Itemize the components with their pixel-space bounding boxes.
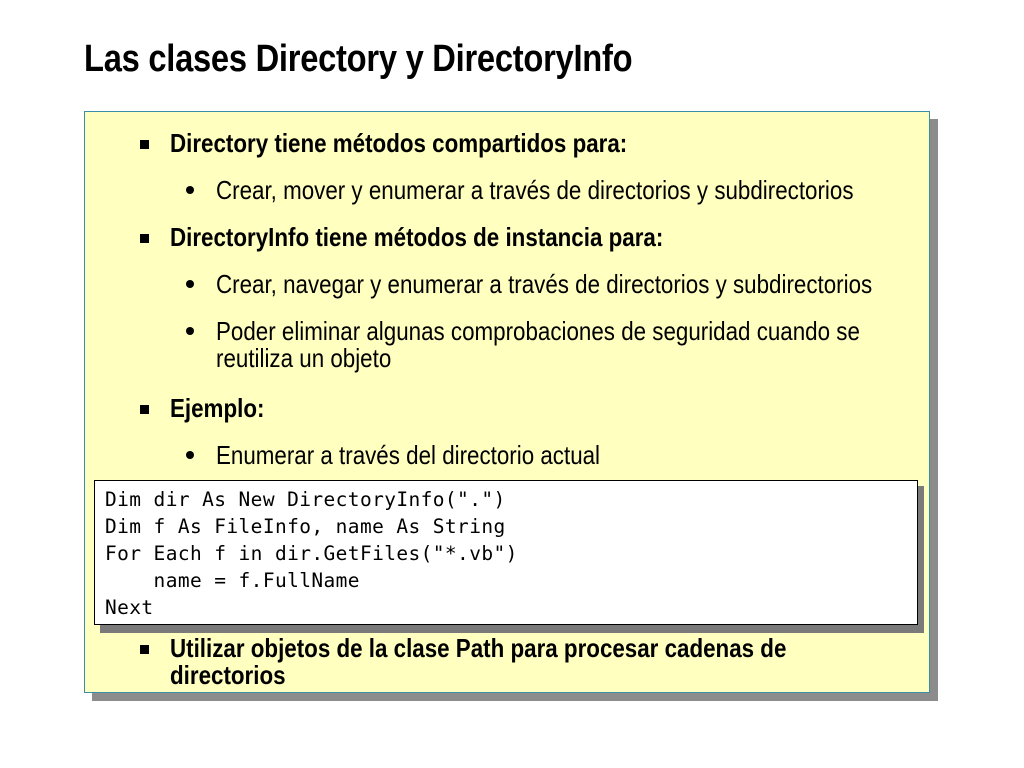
bullet-security-line1: Poder eliminar algunas comprobaciones de seguridad cuando se <box>216 316 860 346</box>
square-bullet-icon <box>140 645 149 654</box>
bullet-security-line2: reutiliza un objeto <box>216 343 392 373</box>
code-line: Dim f As FileInfo, name As String <box>105 515 506 538</box>
square-bullet-icon <box>140 405 149 414</box>
bullet-example: Ejemplo: <box>170 393 265 423</box>
bullet-directory: Directory tiene métodos compartidos para: <box>170 128 628 158</box>
bullet-directoryinfo-create: Crear, navegar y enumerar a través de directorios y subdirectorios <box>216 269 873 299</box>
bullet-directory-create: Crear, mover y enumerar a través de directorios y subdirectorios <box>216 175 854 205</box>
code-line: Dim dir As New DirectoryInfo(".") <box>105 488 506 511</box>
code-line: For Each f in dir.GetFiles("*.vb") <box>105 542 518 565</box>
slide-title: Las clases Directory y DirectoryInfo <box>84 38 633 80</box>
square-bullet-icon <box>140 140 149 149</box>
square-bullet-icon <box>140 234 149 243</box>
round-bullet-icon <box>186 451 194 459</box>
bullet-path-line2: directorios <box>170 660 286 690</box>
bullet-directoryinfo: DirectoryInfo tiene métodos de instancia para: <box>170 222 664 252</box>
bullet-example-enumerate: Enumerar a través del directorio actual <box>216 440 601 470</box>
bullet-path-line1: Utilizar objetos de la clase Path para procesar cadenas de <box>170 633 787 663</box>
round-bullet-icon <box>186 327 194 335</box>
code-line: name = f.FullName <box>105 569 360 592</box>
round-bullet-icon <box>186 280 194 288</box>
code-block <box>94 480 918 625</box>
round-bullet-icon <box>186 186 194 194</box>
code-line: Next <box>105 596 154 619</box>
